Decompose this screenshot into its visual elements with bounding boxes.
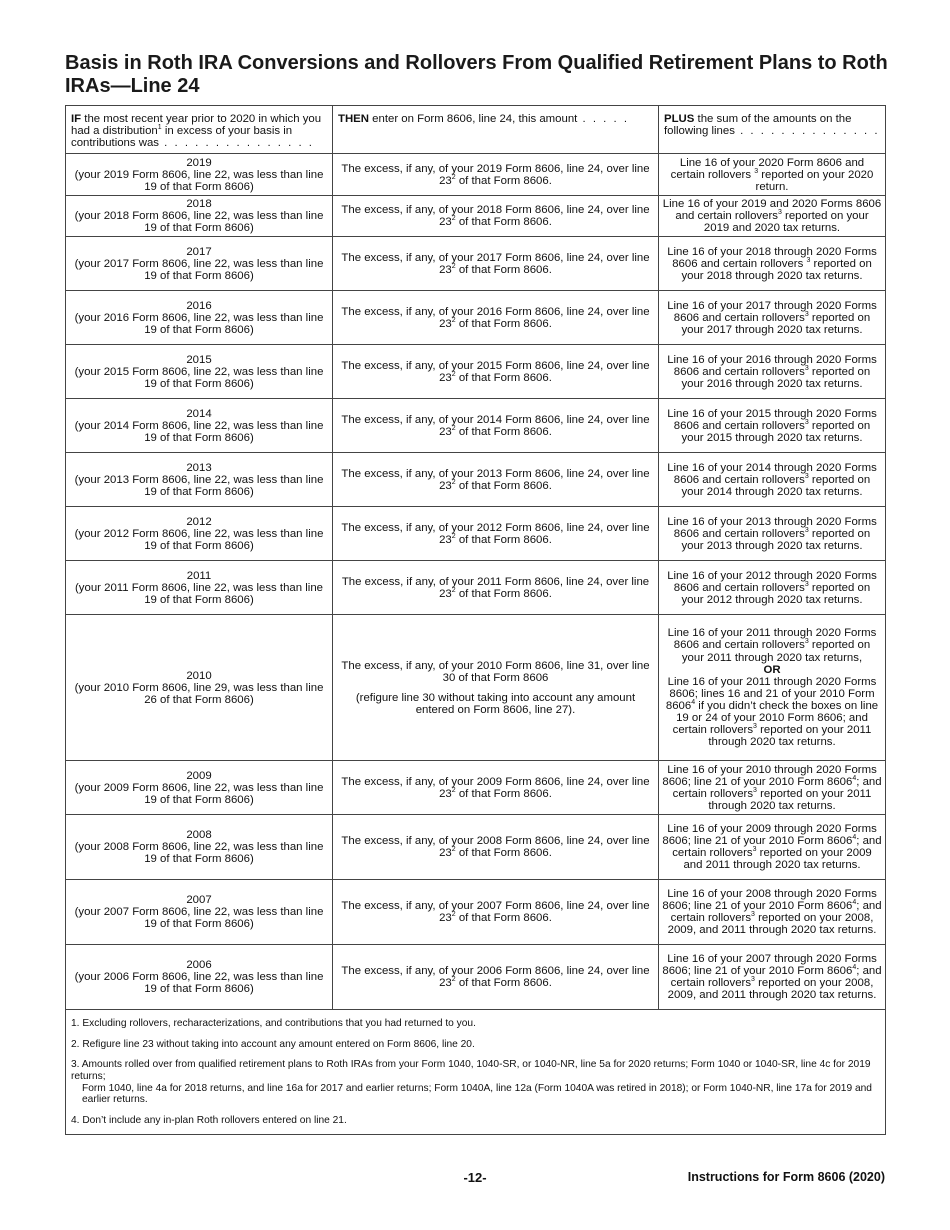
plus-cell: Line 16 of your 2018 through 2020 Forms 8606 and certain rollovers $^3$ reported on your 2018 through 2020 tax returns. — [659, 237, 886, 291]
if-cell: 2007 (your 2007 Form 8606, line 22, was less than line 19 of that Form 8606) — [66, 880, 333, 945]
table-row — [66, 945, 886, 1010]
then-cell: The excess, if any, of your 2012 Form 8606, line 24, over line $23^2$ of that Form 8606. — [333, 507, 659, 561]
footnotes-row — [66, 1010, 886, 1135]
table-row — [66, 237, 886, 291]
plus-cell: Line 16 of your 2012 through 2020 Forms 8606 and certain rollovers$^3$ reported on your 2012 through 2020 tax returns. — [659, 561, 886, 615]
plus-cell: Line 16 of your 2007 through 2020 Forms 8606; line 21 of your 2010 Form 8606$^4$; and certain rollovers$^3$ reported on your 2008, 2009, and 2011 through 2020 tax returns. — [659, 945, 886, 1010]
then-cell: The excess, if any, of your 2008 Form 8606, line 24, over line $23^2$ of that Form 8606. — [333, 815, 659, 880]
then-cell: The excess, if any, of your 2006 Form 8606, line 24, over line $23^2$ of that Form 8606. — [333, 945, 659, 1010]
if-cell: 2011 (your 2011 Form 8606, line 22, was less than line 19 of that Form 8606) — [66, 561, 333, 615]
if-cell: 2008 (your 2008 Form 8606, line 22, was less than line 19 of that Form 8606) — [66, 815, 333, 880]
if-cell: 2016 (your 2016 Form 8606, line 22, was less than line 19 of that Form 8606) — [66, 291, 333, 345]
if-cell: 2012 (your 2012 Form 8606, line 22, was less than line 19 of that Form 8606) — [66, 507, 333, 561]
footnote-1: 1. Excluding rollovers, recharacterizations, and contributions that you had returned to you. — [71, 1018, 476, 1030]
plus-cell: Line 16 of your 2008 through 2020 Forms 8606; line 21 of your 2010 Form 8606$^4$; and certain rollovers$^3$ reported on your 2008, 2009, and 2011 through 2020 tax returns. — [659, 880, 886, 945]
if-cell: 2010 (your 2010 Form 8606, line 29, was less than line 26 of that Form 8606) — [66, 615, 333, 761]
footnote-3: 3. Amounts rolled over from qualified retirement plans to Roth IRAs from your Form 1040, 1040-SR, or 1040-NR, line 5a for 2020 returns; Form 1040 or 1040-SR, line 4c for 2019 returns; Form 1040, line 4a for 2018 returns, and line 16a for 2017 and earlier returns; Form 1040A, line 12a (Form 1040A was retired in 2018); or Form 1040-NR, line 17a for 2019 and earlier returns. — [71, 1059, 872, 1106]
plus-cell: Line 16 of your 2014 through 2020 Forms 8606 and certain rollovers$^3$ reported on your 2014 through 2020 tax returns. — [659, 453, 886, 507]
then-cell: The excess, if any, of your 2016 Form 8606, line 24, over line $23^2$ of that Form 8606. — [333, 291, 659, 345]
plus-cell: Line 16 of your 2011 through 2020 Forms 8606 and certain rollovers$^3$ reported on your 2011 through 2020 tax returns, OR Line 16 of your 2011 through 2020 Forms 8606; lines 16 and 21 of your 2010 Form 8606$^4$ if you didn’t check the boxes on line 19 or 24 of your 2010 Form 8606; and certain rollovers$^3$ reported on your 2011 through 2020 tax returns. — [659, 615, 886, 761]
plus-cell: Line 16 of your 2009 through 2020 Forms 8606; line 21 of your 2010 Form 8606$^4$; and certain rollovers$^3$ reported on your 2009 and 2011 through 2020 tax returns. — [659, 815, 886, 880]
if-cell: 2018 (your 2018 Form 8606, line 22, was less than line 19 of that Form 8606) — [66, 196, 333, 237]
page-number: -12- — [463, 1170, 487, 1185]
footnote-4: 4. Don’t include any in-plan Roth rollovers entered on line 21. — [71, 1114, 347, 1126]
then-cell: The excess, if any, of your 2010 Form 8606, line 31, over line 30 of that Form 8606 (refigure line 30 without taking into account any amount entered on Form 8606, line 27). — [333, 615, 659, 761]
page-title: Basis in Roth IRA Conversions and Rollovers From Qualified Retirement Plans to Roth IRAs—Line 24 — [65, 52, 888, 97]
or-label: OR — [763, 663, 781, 676]
then-cell: The excess, if any, of your 2014 Form 8606, line 24, over line $23^2$ of that Form 8606. — [333, 399, 659, 453]
table-row — [66, 880, 886, 945]
then-cell: The excess, if any, of your 2019 Form 8606, line 24, over line $23^2$ of that Form 8606. — [333, 154, 659, 196]
table-row — [66, 761, 886, 815]
if-cell: 2017 (your 2017 Form 8606, line 22, was less than line 19 of that Form 8606) — [66, 237, 333, 291]
table-row — [66, 291, 886, 345]
plus-cell: Line 16 of your 2017 through 2020 Forms 8606 and certain rollovers$^3$ reported on your 2017 through 2020 tax returns. — [659, 291, 886, 345]
plus-cell: Line 16 of your 2013 through 2020 Forms 8606 and certain rollovers$^3$ reported on your 2013 through 2020 tax returns. — [659, 507, 886, 561]
then-cell: The excess, if any, of your 2018 Form 8606, line 24, over line $23^2$ of that Form 8606. — [333, 196, 659, 237]
plus-cell: Line 16 of your 2019 and 2020 Forms 8606 and certain rollovers$^3$ reported on your 2019 and 2020 tax returns. — [659, 196, 886, 237]
plus-cell: Line 16 of your 2010 through 2020 Forms 8606; line 21 of your 2010 Form 8606$^4$; and certain rollovers$^3$ reported on your 2011 through 2020 tax returns. — [659, 761, 886, 815]
header-if: IF the most recent year prior to 2020 in which you had a distribution$^1$ in excess of your basis in contributions was . . . . . . . . . . . . . . . — [66, 106, 333, 154]
if-cell: 2009 (your 2009 Form 8606, line 22, was less than line 19 of that Form 8606) — [66, 761, 333, 815]
then-cell: The excess, if any, of your 2017 Form 8606, line 24, over line $23^2$ of that Form 8606. — [333, 237, 659, 291]
table-row — [66, 345, 886, 399]
table-row — [66, 561, 886, 615]
table-row-2010 — [66, 615, 886, 761]
plus-cell: Line 16 of your 2016 through 2020 Forms 8606 and certain rollovers$^3$ reported on your 2016 through 2020 tax returns. — [659, 345, 886, 399]
basis-table — [65, 105, 886, 1135]
table-row — [66, 196, 886, 237]
table-header-row — [66, 106, 886, 154]
then-cell: The excess, if any, of your 2011 Form 8606, line 24, over line $23^2$ of that Form 8606. — [333, 561, 659, 615]
if-cell: 2014 (your 2014 Form 8606, line 22, was less than line 19 of that Form 8606) — [66, 399, 333, 453]
if-cell: 2015 (your 2015 Form 8606, line 22, was less than line 19 of that Form 8606) — [66, 345, 333, 399]
table-row — [66, 815, 886, 880]
then-cell: The excess, if any, of your 2007 Form 8606, line 24, over line $23^2$ of that Form 8606. — [333, 880, 659, 945]
header-plus: PLUS the sum of the amounts on the following lines . . . . . . . . . . . . . . — [659, 106, 886, 154]
table-row — [66, 453, 886, 507]
table-row — [66, 399, 886, 453]
then-cell: The excess, if any, of your 2009 Form 8606, line 24, over line $23^2$ of that Form 8606. — [333, 761, 659, 815]
footnote-2: 2. Refigure line 23 without taking into account any amount entered on Form 8606, line 20. — [71, 1038, 475, 1050]
table-row — [66, 154, 886, 196]
plus-cell: Line 16 of your 2020 Form 8606 and certain rollovers $^3$ reported on your 2020 return. — [659, 154, 886, 196]
footnotes — [66, 1010, 886, 1135]
plus-cell: Line 16 of your 2015 through 2020 Forms 8606 and certain rollovers$^3$ reported on your 2015 through 2020 tax returns. — [659, 399, 886, 453]
then-cell: The excess, if any, of your 2015 Form 8606, line 24, over line $23^2$ of that Form 8606. — [333, 345, 659, 399]
header-then: THEN enter on Form 8606, line 24, this amount . . . . . — [333, 106, 659, 154]
footer-doc-title: Instructions for Form 8606 (2020) — [687, 1170, 885, 1184]
if-cell: 2006 (your 2006 Form 8606, line 22, was less than line 19 of that Form 8606) — [66, 945, 333, 1010]
table-row — [66, 507, 886, 561]
if-cell: 2019 (your 2019 Form 8606, line 22, was less than line 19 of that Form 8606) — [66, 154, 333, 196]
if-cell: 2013 (your 2013 Form 8606, line 22, was less than line 19 of that Form 8606) — [66, 453, 333, 507]
then-cell: The excess, if any, of your 2013 Form 8606, line 24, over line $23^2$ of that Form 8606. — [333, 453, 659, 507]
